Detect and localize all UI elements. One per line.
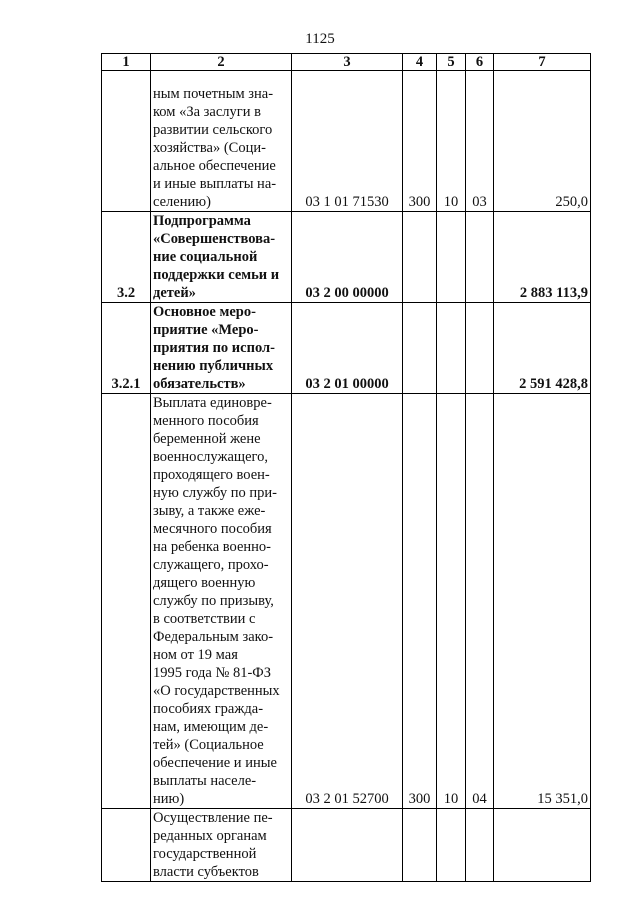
table-row xyxy=(102,303,591,394)
row-number: 3.2.1 xyxy=(102,303,151,394)
row-col6 xyxy=(466,212,494,303)
row-col4 xyxy=(403,212,437,303)
row-col5: 10 xyxy=(437,71,466,212)
row-description: Выплата единовре- менного пособия берeменной жене военнослужащего, проходящего воен- ную службу по при- зыву, а также еже- месячного пособия на ребенка военно- служащего, прохо- дящего военную службу по призыву, в соответствии с Федеральным зако- ном от 19 мая 1995 года № 81-ФЗ «О государственных пособиях гражда- нам, имеющим де- тей» (Социальное обеспечение и иные выплаты населе- нию) xyxy=(151,394,292,809)
header-col-5: 5 xyxy=(437,54,466,71)
row-col4: 300 xyxy=(403,71,437,212)
row-col4: 300 xyxy=(403,394,437,809)
row-number xyxy=(102,809,151,882)
header-col-4: 4 xyxy=(403,54,437,71)
row-amount: 250,0 xyxy=(494,71,591,212)
row-col6: 04 xyxy=(466,394,494,809)
row-col6: 03 xyxy=(466,71,494,212)
header-row xyxy=(102,54,591,71)
row-amount: 2 883 113,9 xyxy=(494,212,591,303)
row-number: 3.2 xyxy=(102,212,151,303)
row-description: Основное меро- приятие «Меро- приятия по испол- нению публичных обязательств» xyxy=(151,303,292,394)
row-amount xyxy=(494,809,591,882)
row-code xyxy=(292,809,403,882)
row-description: Осуществление пе- реданных органам государственной власти субъектов xyxy=(151,809,292,882)
row-code: 03 2 01 00000 xyxy=(292,303,403,394)
row-code: 03 2 01 52700 xyxy=(292,394,403,809)
row-code: 03 1 01 71530 xyxy=(292,71,403,212)
row-number xyxy=(102,394,151,809)
row-description: Подпрограмма «Совершенствова- ние социальной поддержки семьи и детей» xyxy=(151,212,292,303)
row-col4 xyxy=(403,303,437,394)
row-amount: 2 591 428,8 xyxy=(494,303,591,394)
table-row xyxy=(102,212,591,303)
header-col-3: 3 xyxy=(292,54,403,71)
page-number: 1125 xyxy=(305,31,335,47)
row-col5: 10 xyxy=(437,394,466,809)
header-col-1: 1 xyxy=(102,54,151,71)
row-number xyxy=(102,71,151,212)
header-col-7: 7 xyxy=(494,54,591,71)
row-description: ным почетным зна- ком «За заслуги в развитии сельского хозяйства» (Соци- альное обеспечение и иные выплаты на- селению) xyxy=(151,71,292,212)
row-col6 xyxy=(466,303,494,394)
row-col6 xyxy=(466,809,494,882)
table-row xyxy=(102,394,591,809)
header-col-2: 2 xyxy=(151,54,292,71)
row-amount: 15 351,0 xyxy=(494,394,591,809)
budget-table xyxy=(101,53,591,882)
row-col5 xyxy=(437,303,466,394)
row-col5 xyxy=(437,809,466,882)
row-col4 xyxy=(403,809,437,882)
table-row xyxy=(102,71,591,212)
table-row xyxy=(102,809,591,882)
row-code: 03 2 00 00000 xyxy=(292,212,403,303)
row-col5 xyxy=(437,212,466,303)
header-col-6: 6 xyxy=(466,54,494,71)
